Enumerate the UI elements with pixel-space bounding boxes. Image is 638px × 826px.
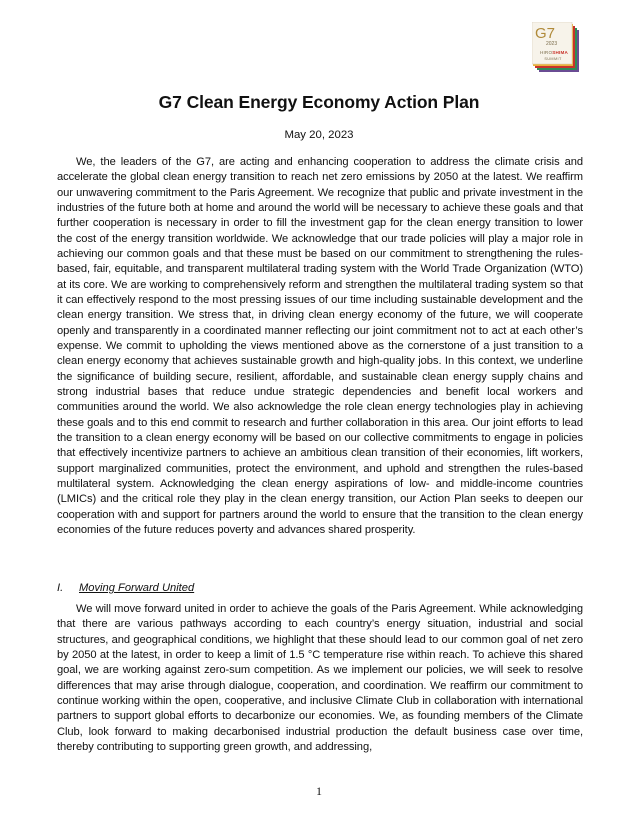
logo-g7-text: G7	[535, 25, 556, 42]
logo-year-text: 2023	[546, 41, 558, 47]
section-number: I.	[57, 582, 64, 594]
section-paragraph: We will move forward united in order to achieve the goals of the Paris Agreement. While acknowledging that there are various pathways according to each country’s energy situation, industrial and social structures, and geographical conditions, we highlight that these should lead to our common goal of net zero by 2050 at the latest, in order to keep a limit of 1.5 °C temperature rise within reach. To achieve this shared goal, we are working against zero-sum competition. As we implement our policies, we will seek to resolve differences that may arise through dialogue, cooperation, and coordination. We reaffirm our commitment to continue working within the open, cooperative, and inclusive Climate Club in collaboration with international partners to support global efforts to decarbonize our economies. We, as founding members of the Climate Club, look forward to making decarbonised industrial production the default business case over time, thereby contributing to supporting green growth, and addressing,	[57, 603, 583, 753]
document-title: G7 Clean Energy Economy Action Plan	[158, 92, 480, 112]
page-number: 1	[316, 784, 322, 798]
logo-summit-text: SUMMIT	[544, 57, 562, 61]
g7-summit-logo	[532, 22, 580, 74]
logo-city-suffix: SHIMA	[552, 50, 569, 55]
logo-city-prefix: HIRO	[539, 50, 553, 55]
logo-city-text	[534, 51, 574, 56]
intro-paragraph: We, the leaders of the G7, are acting and enhancing cooperation to address the climate crisis and accelerate the global clean energy transition to reach net zero emissions by 2050 at the latest. We reaffirm our unwavering commitment to the Paris Agreement. We recognize that public and private investment in the industries of the future both at home and around the world will be necessary to achieve these goals and that further cooperation is necessary in order to fill the investment gap for the clean energy transition to lower the cost of the energy transition worldwide. We acknowledge that our trade policies will play a major role in achieving our common goals and that these must be based on our commitment to strengthening the rules-based, fair, equitable, and transparent multilateral trading system with the World Trade Organization (WTO) at its core. We are working to comprehensively reform and strengthen the multilateral trading system so that it can effectively respond to the most pressing issues of our time including sustainable development and the clean energy transition. We stress that, in driving clean energy economy of the future, we will cooperate openly and transparently in a coordinated manner reflecting our joint commitment not to act at each other’s expense. We commit to upholding the views mentioned above as the cornerstone of a just transition to a clean energy economy that achieves sustainable growth and high-quality jobs. In this context, we underline the significance of building secure, resilient, affordable, and sustainable clean energy supply chains and strong industrial bases that reduce undue strategic dependencies and benefit local workers and communities around the world. We also acknowledge the role clean energy technologies play in achieving these goals and to this end commit to research and further collaboration in this area. Our joint efforts to lead the transition to a clean energy economy will be based on our collective commitments to engage in policies that effectively incentivize partners to achieve an ambitious clean transition of their economies, lift workers, support marginalized communities, protect the environment, and uphold and strengthen the rules-based multilateral system. Acknowledging the clean energy aspirations of low- and middle-income countries (LMICs) and the critical role they play in the clean energy transition, our Action Plan seeks to deepen our cooperation with and support for partners around the world to ensure that the transition to the clean energy economies of the future reduces poverty and advances shared prosperity.	[57, 156, 583, 536]
section-title: Moving Forward United	[79, 582, 195, 594]
document-date: May 20, 2023	[284, 129, 354, 141]
section-heading	[57, 582, 194, 594]
